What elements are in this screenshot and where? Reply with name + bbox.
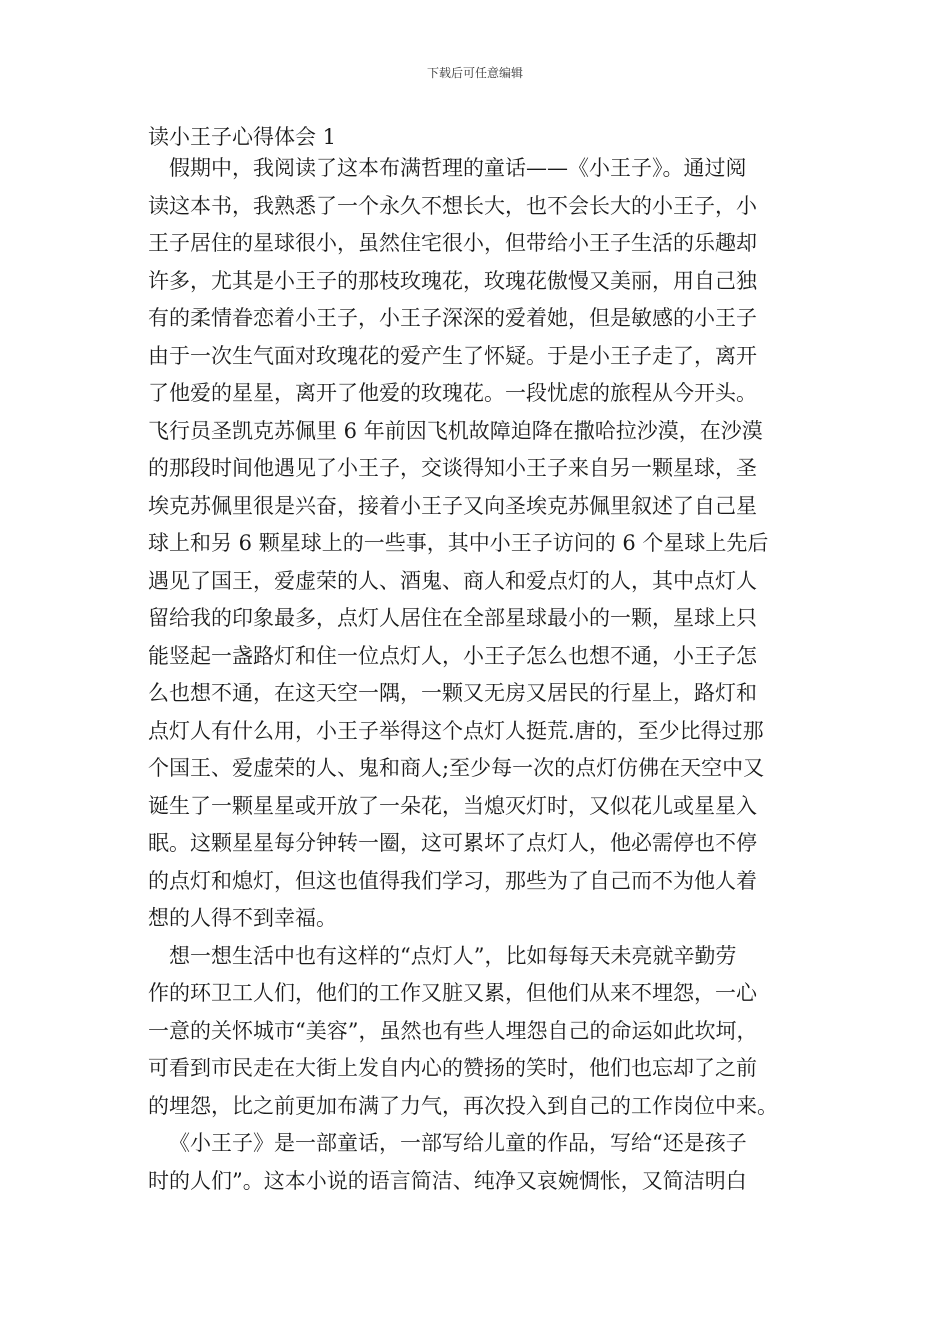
text-line: 埃克苏佩里很是兴奋，接着小王子又向圣埃克苏佩里叙述了自己星 [148,493,757,518]
text-line: 能竖起一盏路灯和住一位点灯人，小王子怎么也想不通，小王子怎 [148,643,757,668]
paragraph [148,938,808,1126]
header-note: 下载后可任意编辑 [426,66,523,80]
text-line: 诞生了一颗星星或开放了一朵花，当熄灭灯时，又似花儿或星星入 [148,793,757,818]
text-line: 的埋怨，比之前更加布满了力气，再次投入到自己的工作岗位中来。 [148,1093,778,1118]
text-line: 点灯人有什么用，小王子举得这个点灯人挺荒.唐的，至少比得过那 [148,718,764,743]
text-line: 想一想生活中也有这样的“点灯人”，比如每每天未亮就辛勤劳 [169,943,737,968]
text-line: 由于一次生气面对玫瑰花的爱产生了怀疑。于是小王子走了，离开 [148,343,757,368]
text-line: 了他爱的星星，离开了他爱的玫瑰花。一段忧虑的旅程从今开头。 [148,381,757,405]
text-line: 想的人得不到幸福。 [148,906,337,930]
text-line: 有的柔情眷恋着小王子，小王子深深的爱着她，但是敏感的小王子 [148,306,757,330]
text-line: 的那段时间他遇见了小王子，交谈得知小王子来自另一颗星球，圣 [148,456,757,480]
text-line: 个国王、爱虚荣的人、鬼和商人;至少每一次的点灯仿佛在天空中又 [148,756,765,780]
text-line: 么也想不通，在这天空一隅，一颗又无房又居民的行星上，路灯和 [148,681,757,705]
document-title: 读小王子心得体会 1 [148,125,337,149]
text-line: 假期中，我阅读了这本布满哲理的童话——《小王子》。通过阅 [169,156,747,180]
text-line: 王子居住的星球很小，虽然住宅很小，但带给小王子生活的乐趣却 [148,231,757,255]
document-body [148,150,808,1200]
text-line: 一意的关怀城市“美容”，虽然也有些人埋怨自己的命运如此坎坷， [148,1018,758,1043]
text-line: 留给我的印象最多，点灯人居住在全部星球最小的一颗，星球上只 [148,606,757,630]
text-line: 眠。这颗星星每分钟转一圈，这可累坏了点灯人，他必需停也不停 [148,831,757,855]
text-line: 时的人们”。这本小说的语言简洁、纯净又哀婉惆怅，又简洁明白 [148,1168,747,1193]
text-line: 《小王子》是一部童话，一部写给儿童的作品，写给“还是孩子 [169,1131,747,1155]
text-line: 的点灯和熄灯，但这也值得我们学习，那些为了自己而不为他人着 [148,868,757,893]
text-line: 作的环卫工人们，他们的工作又脏又累，但他们从来不埋怨，一心 [148,981,757,1005]
paragraph [148,150,808,938]
text-line: 读这本书，我熟悉了一个永久不想长大，也不会长大的小王子，小 [148,193,757,218]
paragraph [148,1125,808,1200]
text-line: 可看到市民走在大街上发自内心的赞扬的笑时，他们也忘却了之前 [148,1056,757,1080]
text-line: 飞行员圣凯克苏佩里 6 年前因飞机故障迫降在撒哈拉沙漠，在沙漠 [148,418,763,443]
text-line: 遇见了国王，爱虚荣的人、酒鬼、商人和爱点灯的人，其中点灯人 [148,568,757,593]
text-line: 许多，尤其是小王子的那枝玫瑰花，玫瑰花傲慢又美丽，用自己独 [148,268,757,293]
text-line: 球上和另 6 颗星球上的一些事，其中小王子访问的 6 个星球上先后 [148,531,769,555]
